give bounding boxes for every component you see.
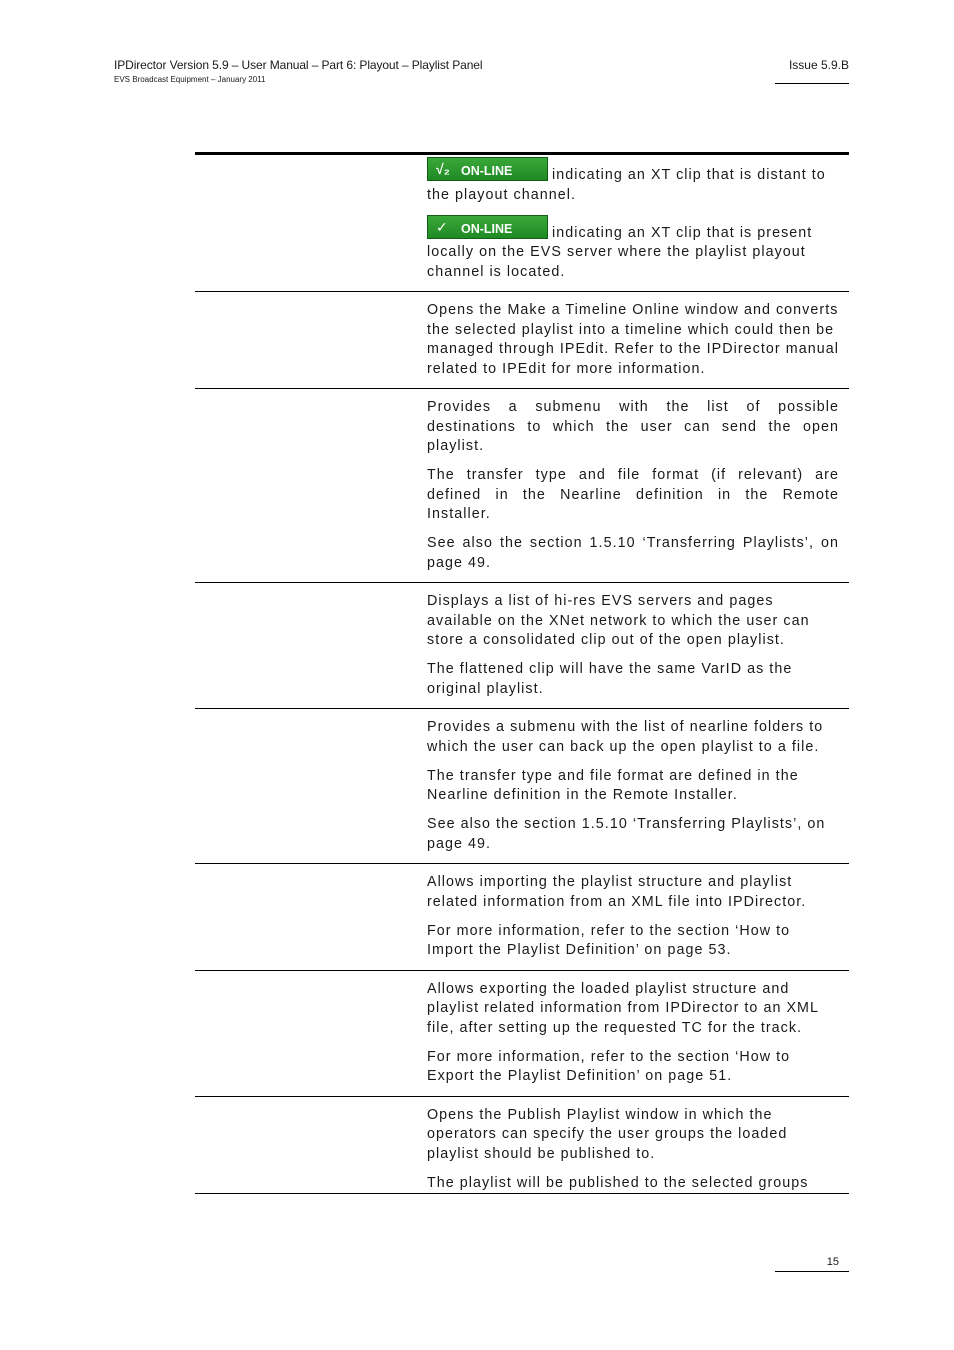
table-paragraph: The transfer type and file format (if relevant) are defined in the Nearline definition in the Remote Installer.: [427, 467, 839, 522]
table-row: [195, 1097, 849, 1194]
table-paragraph: The transfer type and file format are defined in the Nearline definition in the Remote Installer.: [427, 767, 799, 803]
table-paragraph: Allows importing the playlist structure and playlist related information from an XML file into IPDirector.: [427, 874, 807, 910]
table-row: [195, 292, 849, 389]
table-paragraph: Opens the Make a Timeline Online window and converts the selected playlist into a timeline which could then be managed through IPEdit. Refer to the IPDirector manual related to IPEdit for more information.: [427, 302, 839, 377]
table-paragraph: For more information, refer to the section ‘How to Export the Playlist Definition’ on page 51.: [427, 1048, 791, 1084]
table-paragraph: Allows exporting the loaded playlist structure and playlist related information from IPDirector to an XML file, after setting up the requested TC for the track.: [427, 980, 819, 1036]
table-paragraph: [427, 215, 839, 283]
table-paragraph: Opens the Publish Playlist window in which the operators can specify the user groups the loaded playlist should be published to.: [427, 1106, 788, 1162]
header-rule: [775, 83, 849, 84]
table-paragraph: See also the section 1.5.10 ‘Transferring Playlists’, on page 49.: [427, 535, 839, 571]
table-paragraph: See also the section 1.5.10 ‘Transferring Playlists’, on page 49.: [427, 816, 826, 852]
table-paragraph: [427, 157, 839, 205]
table-paragraph: Provides a submenu with the list of possible destinations to which the user can send the open playlist.: [427, 399, 839, 454]
header-title: IPDirector Version 5.9 – User Manual – Part 6: Playout – Playlist Panel: [114, 58, 483, 72]
table-row: [195, 709, 849, 864]
footer-rule: [775, 1271, 849, 1272]
badge-description: indicating an XT clip that is distant to the playout channel.: [427, 167, 826, 203]
page-number: 15: [826, 1256, 839, 1268]
table-paragraph: For more information, refer to the section ‘How to Import the Playlist Definition’ on page 53.: [427, 922, 791, 958]
table-paragraph: The playlist will be published to the selected groups: [427, 1174, 809, 1191]
online-badge-distant: [427, 157, 548, 181]
table-paragraph: The flattened clip will have the same VarID as the original playlist.: [427, 661, 793, 697]
table-paragraph: Displays a list of hi-res EVS servers and pages available on the XNet network to which the user can store a consolidated clip out of the open playlist.: [427, 593, 810, 648]
header-issue: Issue 5.9.B: [788, 58, 849, 72]
table-row: [195, 155, 849, 292]
table-row: [195, 971, 849, 1097]
table-row: [195, 583, 849, 709]
command-table: [195, 152, 849, 1194]
table-row: [195, 389, 849, 583]
page-header: [114, 58, 482, 84]
table-paragraph: Provides a submenu with the list of nearline folders to which the user can back up the open playlist to a file.: [427, 719, 824, 755]
table-row: [195, 864, 849, 971]
check-icon: ✓: [436, 218, 448, 235]
badge-label: ON-LINE: [461, 164, 513, 178]
distant-check-icon: √₂: [436, 161, 450, 177]
online-badge-local: [427, 215, 548, 239]
badge-description: indicating an XT clip that is present locally on the EVS server where the playlist playout channel is located.: [427, 224, 813, 280]
badge-label: ON-LINE: [461, 221, 513, 236]
header-subtitle: EVS Broadcast Equipment – January 2011: [114, 75, 266, 84]
